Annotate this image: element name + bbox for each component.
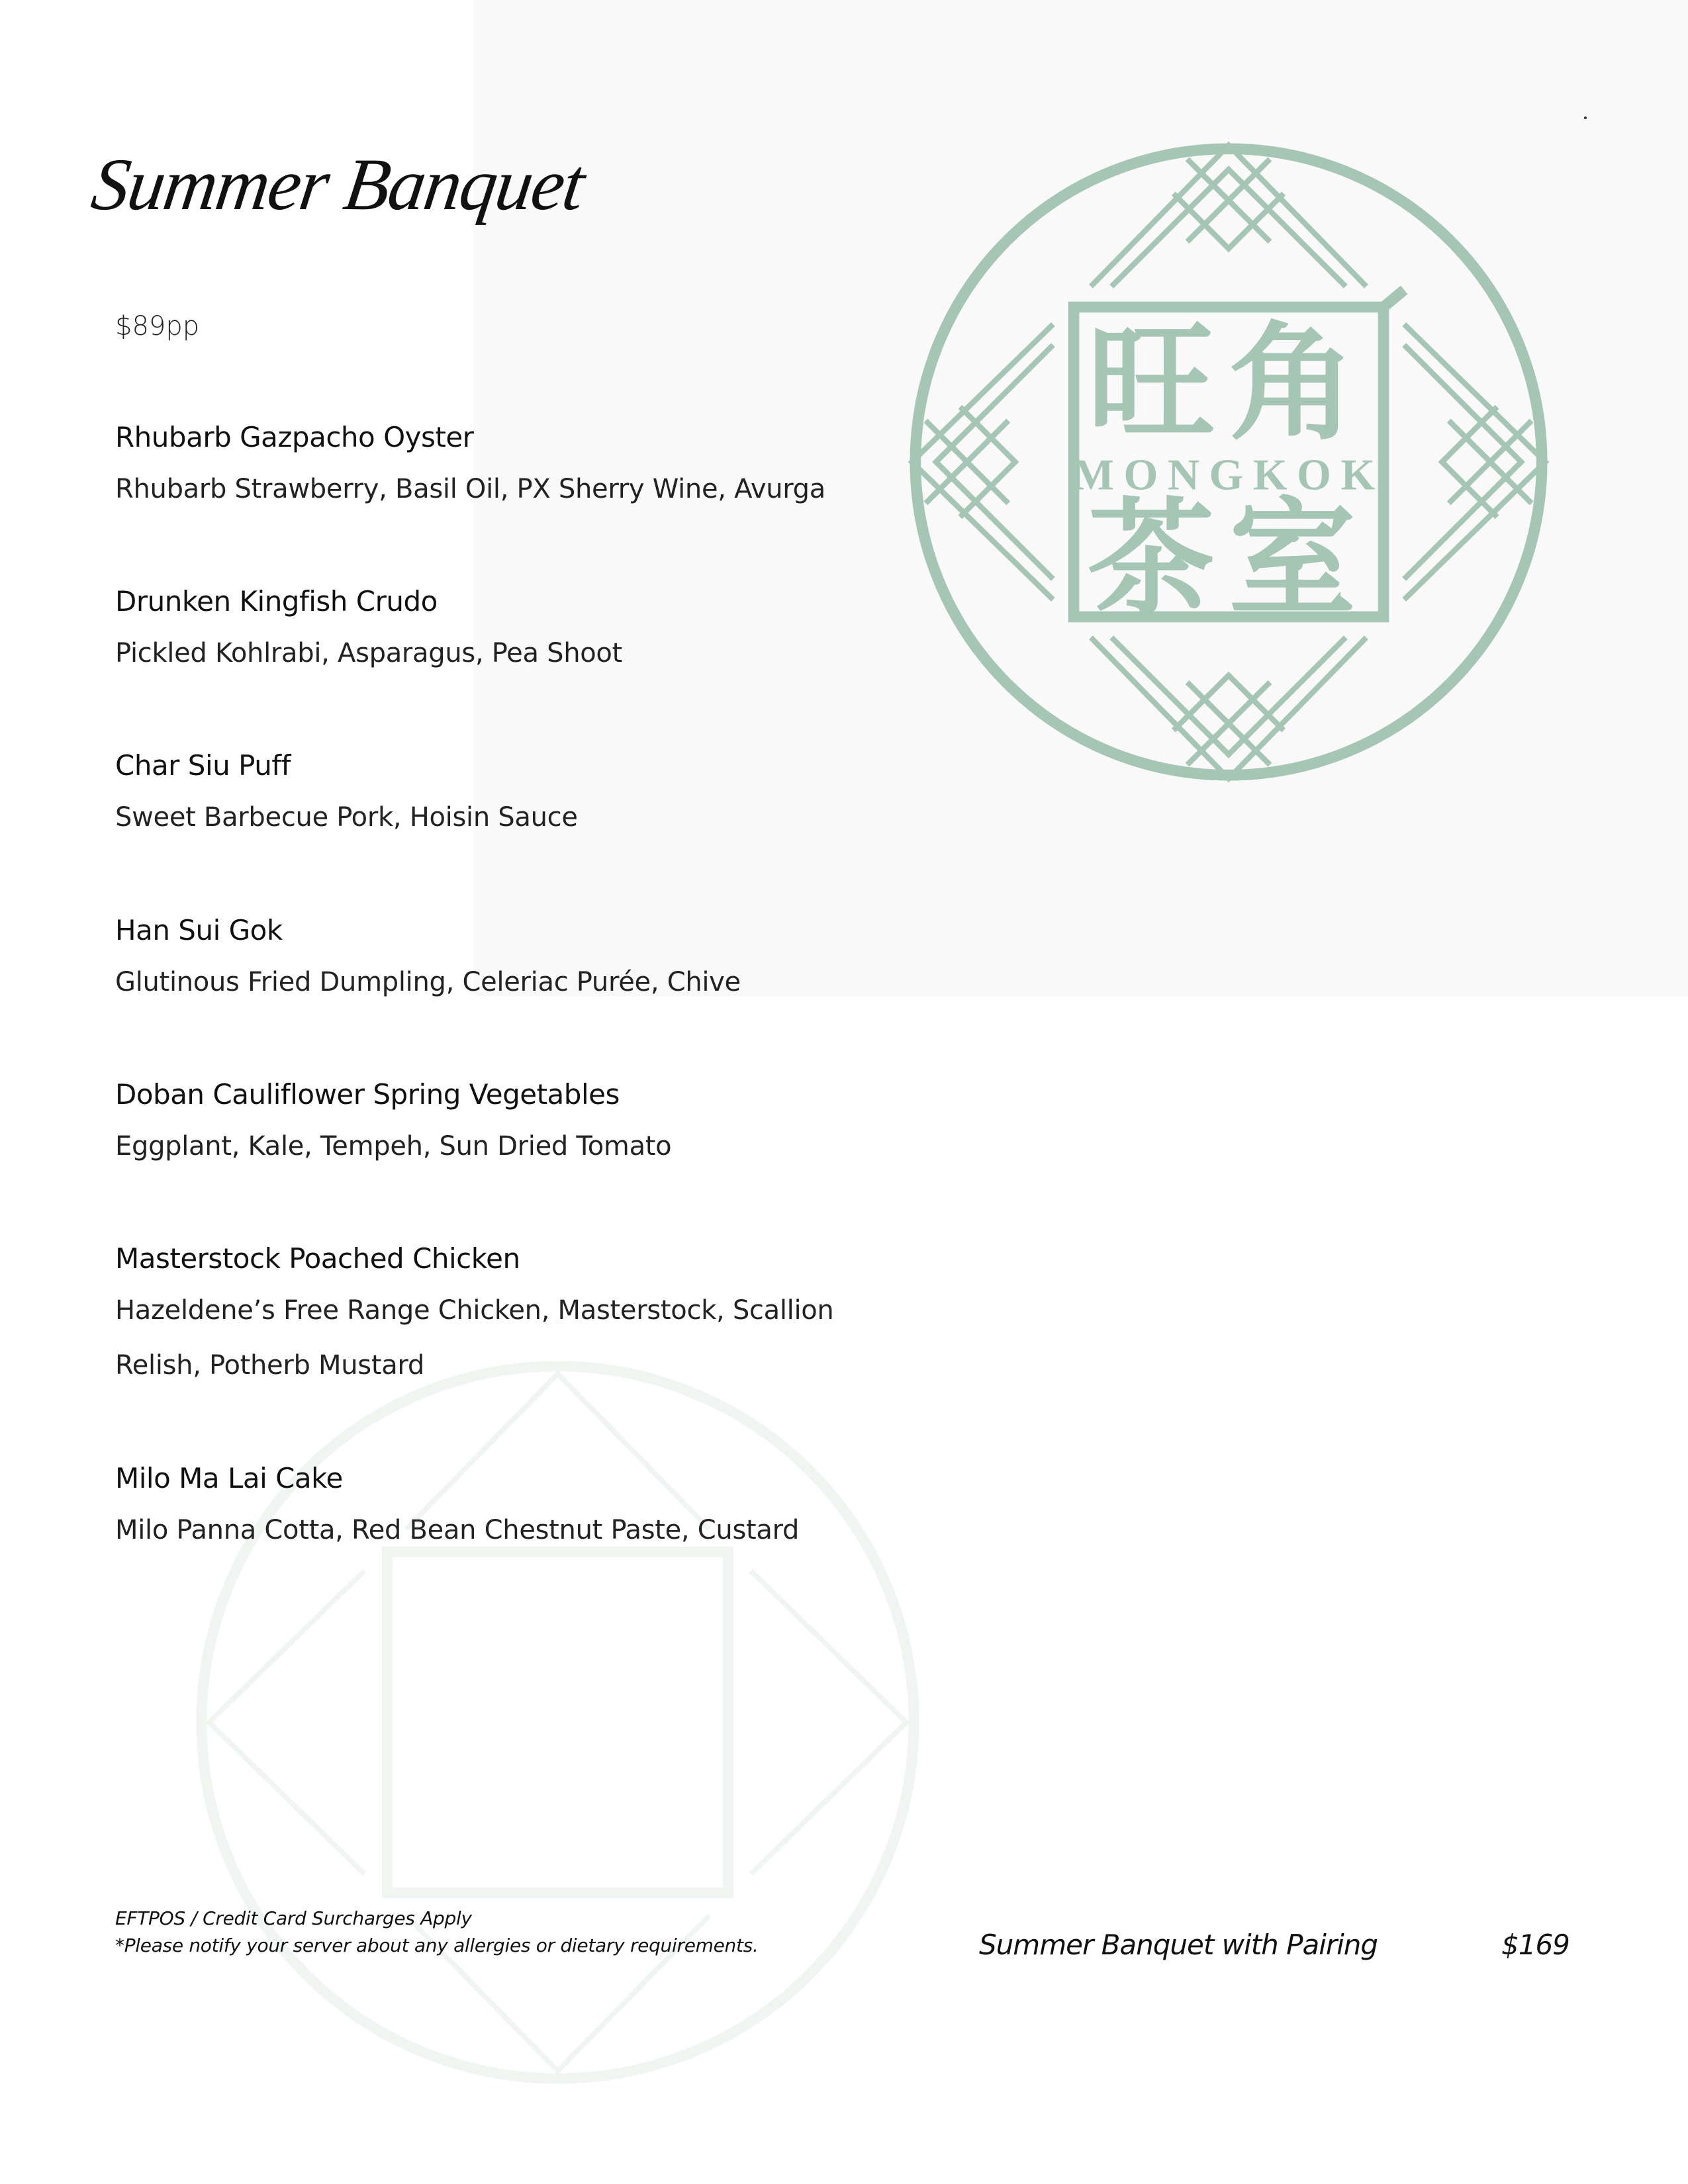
stray-dot [1584,116,1587,119]
menu-item-desc: Hazeldene’s Free Range Chicken, Masterstock, Scallion Relish, Potherb Mustard [115,1295,834,1381]
menu-item-name: Doban Cauliflower Spring Vegetables [115,1078,620,1111]
menu-item-name: Milo Ma Lai Cake [115,1462,343,1494]
menu-item-desc: Glutinous Fried Dumpling, Celeriac Purée, Chive [115,967,741,997]
menu-item-name: Rhubarb Gazpacho Oyster [115,421,474,453]
logo-chars-bottom: 茶室 [1087,484,1370,634]
pairing-label: Summer Banquet with Pairing [979,1929,1378,1961]
menu-item-desc: Sweet Barbecue Pork, Hoisin Sauce [115,802,578,833]
logo-wordmark: MONGKOK [1072,451,1385,500]
menu-item-name: Masterstock Poached Chicken [115,1242,520,1275]
surcharge-note: EFTPOS / Credit Card Surcharges Apply [115,1907,472,1929]
watermark-logo [179,1343,937,2101]
menu-item-desc: Milo Panna Cotta, Red Bean Chestnut Paste, Custard [115,1515,800,1545]
logo-chars-top: 旺角 [1087,308,1370,458]
menu-item-desc: Eggplant, Kale, Tempeh, Sun Dried Tomato [115,1131,672,1161]
mongkok-logo [884,118,1573,806]
price-per-person: $89pp [115,311,200,341]
pairing-price: $169 [1501,1929,1570,1961]
menu-item-name: Drunken Kingfish Crudo [115,585,438,617]
menu-item-name: Han Sui Gok [115,914,283,946]
menu-item-desc: Rhubarb Strawberry, Basil Oil, PX Sherry Wine, Avurga [115,474,825,504]
page-title: Summer Banquet [87,144,589,226]
allergy-note: *Please notify your server about any allergies or dietary requirements. [115,1934,759,1956]
menu-item-desc: Pickled Kohlrabi, Asparagus, Pea Shoot [115,638,622,668]
menu-item-name: Char Siu Puff [115,749,291,782]
